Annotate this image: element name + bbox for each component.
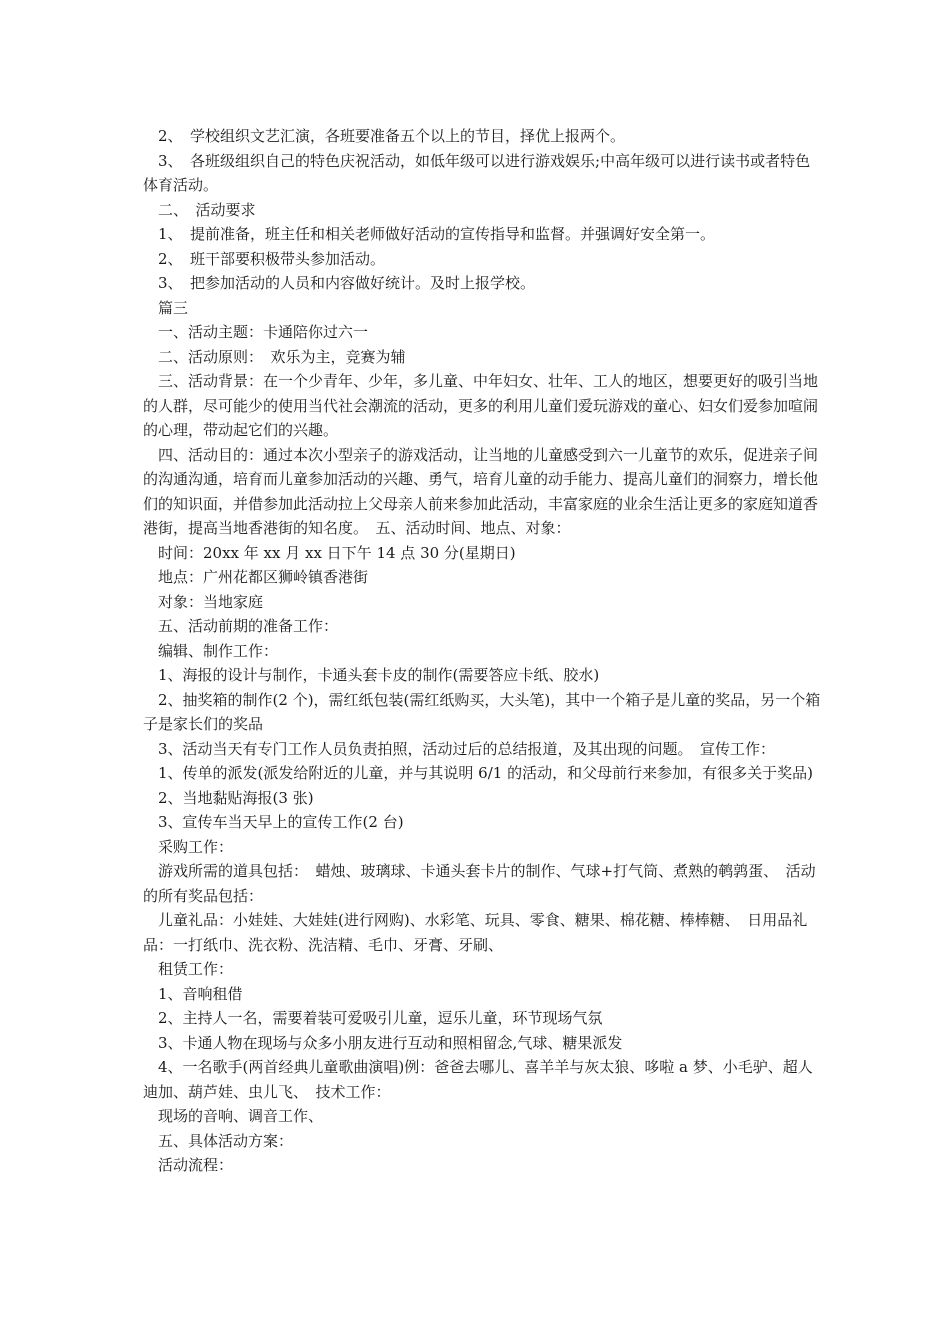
paragraph: 2、抽奖箱的制作(2 个)，需红纸包装(需红纸购买，大头笔)，其中一个箱子是儿童的奖品，另一个箱子是家长们的奖品 xyxy=(143,690,821,733)
paragraph: 1、传单的派发(派发给附近的儿童，并与其说明 6/1 的活动，和父母前行来参加，有很多关于奖品) xyxy=(143,764,813,782)
paragraph: 2、主持人一名，需要着装可爱吸引儿童，逗乐儿童，环节现场气氛 xyxy=(143,1009,603,1027)
document-body xyxy=(143,124,823,1178)
paragraph: 3、活动当天有专门工作人员负责拍照，活动过后的总结报道，及其出现的问题。 宣传工作： xyxy=(143,739,776,758)
paragraph: 现场的音响、调音工作、 xyxy=(143,1107,324,1125)
paragraph: 一、活动主题：卡通陪你过六一 xyxy=(143,323,369,341)
paragraph: 2、 班干部要积极带头参加活动。 xyxy=(143,249,386,268)
paragraph: 二、 活动要求 xyxy=(143,200,256,219)
paragraph: 采购工作： xyxy=(143,837,234,856)
paragraph: 地点：广州花都区狮岭镇香港街 xyxy=(143,568,369,586)
paragraph: 1、 提前准备，班主任和相关老师做好活动的宣传指导和监督。并强调好安全第一。 xyxy=(143,225,716,243)
paragraph: 3、 各班级组织自己的特色庆祝活动，如低年级可以进行游戏娱乐;中高年级可以进行读书或者特色体育活动。 xyxy=(143,151,811,194)
paragraph: 篇三 xyxy=(143,298,189,317)
paragraph: 2、 学校组织文艺汇演，各班要准备五个以上的节目，择优上报两个。 xyxy=(143,127,626,145)
paragraph: 3、宣传车当天早上的宣传工作(2 台) xyxy=(143,813,404,831)
paragraph: 1、海报的设计与制作，卡通头套卡皮的制作(需要答应卡纸、胶水) xyxy=(143,666,600,684)
paragraph: 4、一名歌手(两首经典儿童歌曲演唱)例：爸爸去哪儿、喜羊羊与灰太狼、哆啦 a 梦、小毛驴、超人迪加、葫芦娃、虫儿飞、 技术工作： xyxy=(143,1058,813,1101)
paragraph: 五、活动前期的准备工作： xyxy=(143,617,339,635)
paragraph: 五、具体活动方案： xyxy=(143,1131,294,1150)
paragraph: 编辑、制作工作： xyxy=(143,641,279,660)
paragraph: 游戏所需的道具包括： 蜡烛、玻璃球、卡通头套卡片的制作、气球+打气筒、煮熟的鹌鹑蛋、 活动的所有奖品包括： xyxy=(143,862,816,905)
paragraph: 二、活动原则： 欢乐为主，竞赛为辅 xyxy=(143,347,406,366)
paragraph: 2、当地黏贴海报(3 张) xyxy=(143,788,314,807)
paragraph: 时间：20xx 年 xx 月 xx 日下午 14 点 30 分(星期日) xyxy=(143,543,516,562)
paragraph: 四、活动目的：通过本次小型亲子的游戏活动，让当地的儿童感受到六一儿童节的欢乐，促进亲子间的沟通沟通，培育而儿童参加活动的兴趣、勇气，培育儿童的动手能力、提高儿童们的洞察力，增长他们的知识面，并借参加此活动拉上父母亲人前来参加此活动，丰富家庭的业余生活让更多的家庭知道香港街，提高当地香港街的知名度。 五、活动时间、地点、对象： xyxy=(143,445,819,537)
paragraph: 租赁工作： xyxy=(143,960,234,978)
paragraph: 儿童礼品：小娃娃、大娃娃(进行网购)、水彩笔、玩具、零食、糖果、棉花糖、棒棒糖、 日用品礼品：一打纸巾、洗衣粉、洗洁精、毛巾、牙膏、牙刷、 xyxy=(143,911,808,954)
paragraph: 对象：当地家庭 xyxy=(143,592,264,611)
paragraph: 活动流程： xyxy=(143,1156,234,1174)
paragraph: 3、卡通人物在现场与众多小朋友进行互动和照相留念,气球、糖果派发 xyxy=(143,1033,623,1052)
paragraph: 三、活动背景：在一个少青年、少年，多儿童、中年妇女、壮年、工人的地区，想要更好的吸引当地的人群，尽可能少的使用当代社会潮流的活动，更多的利用儿童们爱玩游戏的童心、妇女们爱参加喧闹的心理，带动起它们的兴趣。 xyxy=(143,372,819,439)
paragraph: 3、 把参加活动的人员和内容做好统计。及时上报学校。 xyxy=(143,274,536,292)
paragraph: 1、音响租借 xyxy=(143,984,243,1003)
